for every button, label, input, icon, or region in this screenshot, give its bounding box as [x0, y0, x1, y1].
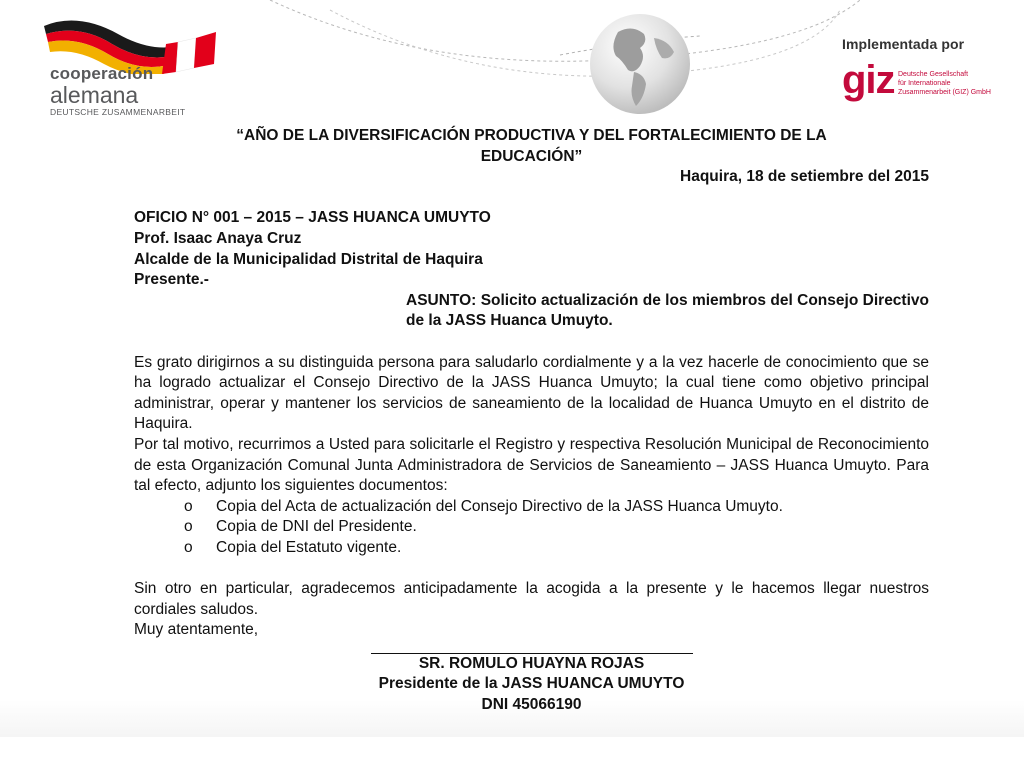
logo-text-deutsche: DEUTSCHE ZUSAMMENARBEIT [50, 107, 186, 117]
signature-line [371, 645, 693, 654]
list-item [134, 538, 929, 559]
document-text: Copia del Acta de actualización del Consejo Directivo de la JASS Huanca Umuyto. [216, 497, 783, 515]
year-motto-line1: “AÑO DE LA DIVERSIFICACIÓN PRODUCTIVA Y DEL FORTALECIMIENTO DE LA [236, 127, 827, 144]
farewell: Muy atentamente, [134, 621, 259, 639]
globe-icon [588, 12, 692, 116]
signatory-role: Presidente de la JASS HUANCA UMUYTO [378, 675, 685, 693]
giz-wordmark: giz [842, 58, 895, 102]
letter-body [134, 126, 929, 716]
signatory-dni: DNI 45066190 [481, 696, 582, 714]
paragraph-request: Por tal motivo, recurrimos a Usted para solicitarle el Registro y respectiva Resolución Municipal de Reconocimiento de esta Organización Comunal Junta Administradora de Servicios de Saneamiento – JASS Huanca Umuyto. Para tal efecto, adjunto los siguientes documentos: [134, 435, 929, 495]
logo-text-cooperacion: cooperación [50, 64, 154, 83]
giz-logo [842, 58, 1002, 106]
giz-name-line: für Internationale [898, 80, 951, 87]
giz-name-line: Zusammenarbeit (GIZ) GmbH [898, 89, 991, 96]
signatory-name: SR. ROMULO HUAYNA ROJAS [418, 654, 645, 672]
bottom-bar [0, 737, 1024, 768]
list-item [134, 497, 929, 518]
recipient-title: Alcalde de la Municipalidad Distrital de Haquira [134, 250, 483, 268]
asunto: ASUNTO: Solicito actualización de los miembros del Consejo Directivo de la JASS Huanca Umuyto. [406, 291, 929, 330]
implementada-label: Implementada por [842, 36, 965, 52]
closing-paragraph: Sin otro en particular, agradecemos anticipadamente la acogida a la presente y le hacemos llegar nuestros cordiales saludos. [134, 580, 929, 618]
paragraph-intro: Es grato dirigirnos a su distinguida persona para saludarlo cordialmente y a la vez hacerle de conocimiento que se ha logrado actualizar el Consejo Directivo de la JASS Huanca Umuyto; la cual tiene como objetivo principal administrar, operar y mantener los servicios de saneamiento de la localidad de Huanca Umuyto en el distrito de Haquira. [134, 353, 929, 433]
cooperacion-alemana-logo [38, 14, 228, 122]
bullet-icon: o [184, 518, 193, 536]
bullet-icon: o [184, 538, 193, 556]
year-motto-line2: EDUCACIÓN” [480, 147, 583, 165]
logo-text-alemana: alemana [50, 82, 139, 108]
document-text: Copia de DNI del Presidente. [216, 518, 417, 536]
presente: Presente.- [134, 271, 209, 289]
place-date: Haquira, 18 de setiembre del 2015 [680, 168, 929, 186]
documents-list [134, 497, 929, 559]
oficio-number: OFICIO N° 001 – 2015 – JASS HUANCA UMUYTO [134, 209, 491, 227]
document-text: Copia del Estatuto vigente. [216, 538, 402, 556]
list-item [134, 517, 929, 538]
bullet-icon: o [184, 497, 193, 515]
recipient-name: Prof. Isaac Anaya Cruz [134, 229, 302, 247]
giz-full-name [898, 70, 991, 97]
giz-name-line: Deutsche Gesellschaft [898, 71, 969, 78]
